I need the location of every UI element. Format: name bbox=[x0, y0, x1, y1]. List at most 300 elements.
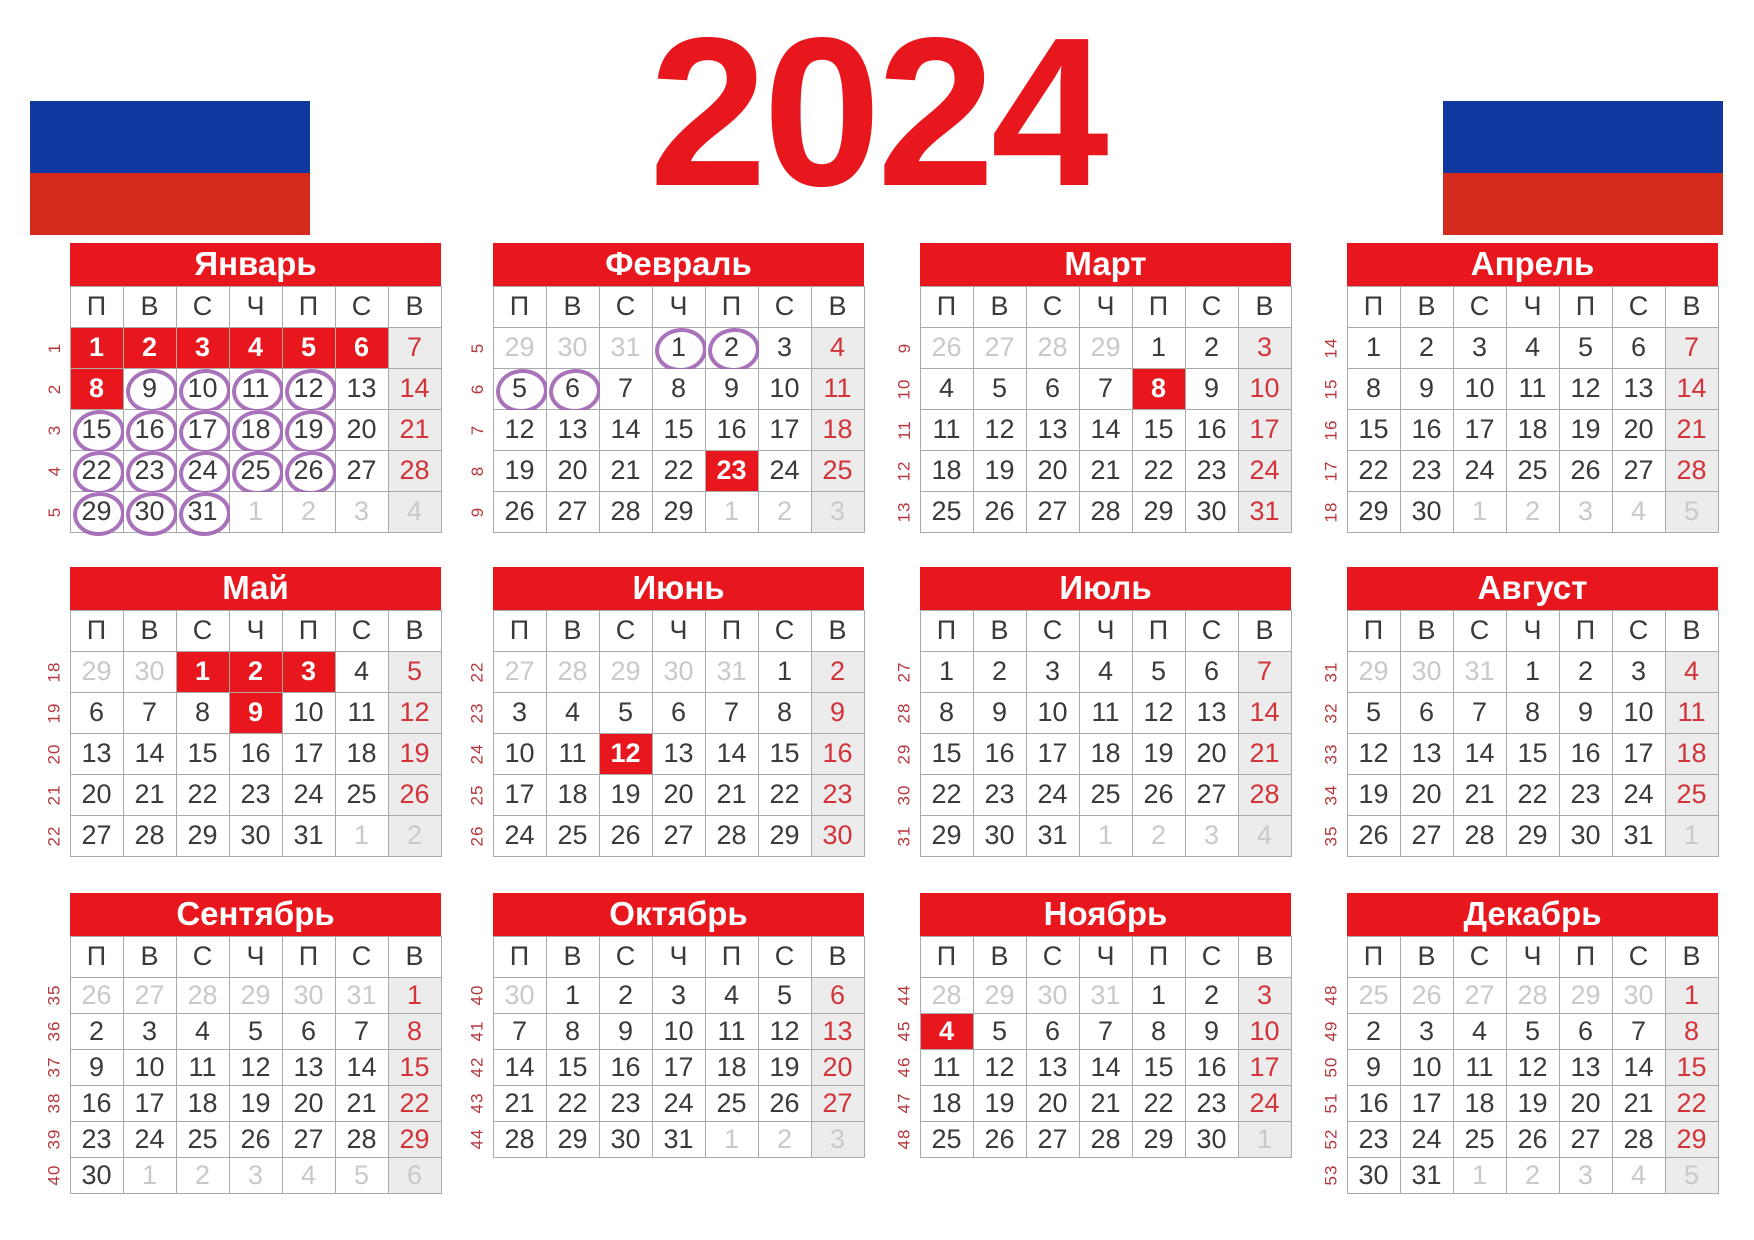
day-cell: 1 bbox=[70, 327, 123, 368]
month-table-may bbox=[40, 567, 442, 857]
weekday-header: П bbox=[1559, 936, 1612, 977]
day-cell: 15 bbox=[546, 1049, 599, 1085]
day-cell: 25 bbox=[920, 1121, 973, 1157]
day-cell: 16 bbox=[599, 1049, 652, 1085]
weekday-header: С bbox=[599, 286, 652, 327]
weekday-header: П bbox=[920, 286, 973, 327]
day-cell: 10 bbox=[176, 368, 229, 409]
day-cell: 2 bbox=[123, 327, 176, 368]
month-title: Октябрь bbox=[493, 893, 864, 936]
day-cell: 1 bbox=[1665, 977, 1718, 1013]
day-cell: 30 bbox=[229, 815, 282, 856]
day-cell: 12 bbox=[1559, 368, 1612, 409]
day-cell: 19 bbox=[388, 733, 441, 774]
day-cell: 1 bbox=[229, 491, 282, 532]
weekday-header: В bbox=[1665, 286, 1718, 327]
day-cell: 24 bbox=[652, 1085, 705, 1121]
day-cell: 9 bbox=[229, 692, 282, 733]
month-table-june bbox=[463, 567, 865, 857]
day-cell: 27 bbox=[811, 1085, 864, 1121]
day-cell: 14 bbox=[388, 368, 441, 409]
day-cell: 21 bbox=[1453, 774, 1506, 815]
day-cell: 29 bbox=[1506, 815, 1559, 856]
circle-annotation bbox=[71, 448, 127, 496]
day-cell: 3 bbox=[1559, 1157, 1612, 1193]
day-cell: 11 bbox=[920, 409, 973, 450]
russian-flag-left bbox=[30, 40, 310, 235]
day-cell: 2 bbox=[811, 651, 864, 692]
day-cell: 1 bbox=[388, 977, 441, 1013]
month-title: Декабрь bbox=[1347, 893, 1718, 936]
day-cell: 24 bbox=[758, 450, 811, 491]
day-cell: 18 bbox=[1453, 1085, 1506, 1121]
day-cell: 15 bbox=[388, 1049, 441, 1085]
week-number: 48 bbox=[890, 1121, 920, 1157]
day-cell: 29 bbox=[493, 327, 546, 368]
day-cell: 3 bbox=[229, 1157, 282, 1193]
week-number: 26 bbox=[463, 815, 493, 856]
day-cell: 25 bbox=[811, 450, 864, 491]
weekday-header: В bbox=[1238, 936, 1291, 977]
day-cell: 17 bbox=[1238, 409, 1291, 450]
day-cell: 13 bbox=[811, 1013, 864, 1049]
week-number: 18 bbox=[1317, 491, 1347, 532]
day-cell: 7 bbox=[1238, 651, 1291, 692]
weekday-header: С bbox=[758, 936, 811, 977]
day-cell: 27 bbox=[1185, 774, 1238, 815]
day-cell: 26 bbox=[493, 491, 546, 532]
week-number: 44 bbox=[890, 977, 920, 1013]
day-cell: 10 bbox=[493, 733, 546, 774]
day-cell: 28 bbox=[123, 815, 176, 856]
day-cell: 16 bbox=[973, 733, 1026, 774]
circle-annotation bbox=[283, 366, 339, 414]
week-number: 14 bbox=[1317, 327, 1347, 368]
day-cell: 1 bbox=[1453, 1157, 1506, 1193]
day-cell: 28 bbox=[1665, 450, 1718, 491]
month-title: Январь bbox=[70, 243, 441, 286]
weekday-header: П bbox=[1347, 286, 1400, 327]
day-cell: 20 bbox=[1026, 1085, 1079, 1121]
week-number: 17 bbox=[1317, 450, 1347, 491]
day-cell: 7 bbox=[1079, 368, 1132, 409]
day-cell: 25 bbox=[229, 450, 282, 491]
day-cell: 5 bbox=[1506, 1013, 1559, 1049]
day-cell: 16 bbox=[705, 409, 758, 450]
flag-stripe-white bbox=[30, 40, 310, 101]
day-cell: 11 bbox=[1079, 692, 1132, 733]
day-cell: 16 bbox=[1559, 733, 1612, 774]
day-cell: 20 bbox=[1185, 733, 1238, 774]
month-title: Июль bbox=[920, 567, 1291, 610]
circle-annotation bbox=[653, 325, 709, 373]
day-cell: 3 bbox=[758, 327, 811, 368]
week-number: 24 bbox=[463, 733, 493, 774]
day-cell: 28 bbox=[1026, 327, 1079, 368]
weekday-header: Ч bbox=[1506, 936, 1559, 977]
day-cell: 22 bbox=[1665, 1085, 1718, 1121]
day-cell: 9 bbox=[1185, 1013, 1238, 1049]
day-cell: 21 bbox=[599, 450, 652, 491]
day-cell: 30 bbox=[1185, 1121, 1238, 1157]
day-cell: 20 bbox=[1026, 450, 1079, 491]
day-cell: 8 bbox=[176, 692, 229, 733]
day-cell: 24 bbox=[1612, 774, 1665, 815]
week-number: 8 bbox=[463, 450, 493, 491]
weekday-header: П bbox=[1132, 936, 1185, 977]
weekday-header: Ч bbox=[652, 936, 705, 977]
weekday-header: П bbox=[493, 936, 546, 977]
day-cell: 18 bbox=[176, 1085, 229, 1121]
day-cell: 9 bbox=[1559, 692, 1612, 733]
weekday-header: П bbox=[70, 936, 123, 977]
day-cell: 6 bbox=[1185, 651, 1238, 692]
day-cell: 22 bbox=[1506, 774, 1559, 815]
day-cell: 17 bbox=[123, 1085, 176, 1121]
week-number: 32 bbox=[1317, 692, 1347, 733]
day-cell: 14 bbox=[1079, 1049, 1132, 1085]
day-cell: 26 bbox=[758, 1085, 811, 1121]
circle-annotation bbox=[230, 366, 286, 414]
weekday-header: Ч bbox=[1079, 936, 1132, 977]
day-cell: 2 bbox=[1506, 491, 1559, 532]
day-cell: 5 bbox=[1665, 1157, 1718, 1193]
day-cell: 3 bbox=[1559, 491, 1612, 532]
day-cell: 19 bbox=[599, 774, 652, 815]
weekday-header: В bbox=[973, 286, 1026, 327]
day-cell: 23 bbox=[1347, 1121, 1400, 1157]
week-number: 4 bbox=[40, 450, 70, 491]
day-cell: 3 bbox=[493, 692, 546, 733]
day-cell: 10 bbox=[1026, 692, 1079, 733]
month-november bbox=[890, 893, 1292, 1158]
day-cell: 30 bbox=[282, 977, 335, 1013]
day-cell: 15 bbox=[1132, 1049, 1185, 1085]
day-cell: 30 bbox=[599, 1121, 652, 1157]
day-cell: 30 bbox=[1400, 491, 1453, 532]
day-cell: 13 bbox=[1026, 1049, 1079, 1085]
day-cell: 2 bbox=[176, 1157, 229, 1193]
weekday-header: С bbox=[599, 936, 652, 977]
weekday-header: В bbox=[973, 610, 1026, 651]
circle-annotation bbox=[177, 489, 233, 537]
day-cell: 9 bbox=[705, 368, 758, 409]
day-cell: 19 bbox=[973, 1085, 1026, 1121]
day-cell: 11 bbox=[229, 368, 282, 409]
day-cell: 12 bbox=[282, 368, 335, 409]
day-cell: 27 bbox=[1612, 450, 1665, 491]
weekday-header: В bbox=[123, 286, 176, 327]
circle-annotation bbox=[177, 448, 233, 496]
day-cell: 21 bbox=[1612, 1085, 1665, 1121]
day-cell: 7 bbox=[123, 692, 176, 733]
day-cell: 30 bbox=[1026, 977, 1079, 1013]
day-cell: 27 bbox=[1559, 1121, 1612, 1157]
weekday-header: П bbox=[1132, 610, 1185, 651]
day-cell: 8 bbox=[388, 1013, 441, 1049]
day-cell: 17 bbox=[652, 1049, 705, 1085]
day-cell: 22 bbox=[176, 774, 229, 815]
day-cell: 28 bbox=[1506, 977, 1559, 1013]
day-cell: 25 bbox=[1453, 1121, 1506, 1157]
week-number: 51 bbox=[1317, 1085, 1347, 1121]
circle-annotation bbox=[547, 366, 603, 414]
day-cell: 31 bbox=[599, 327, 652, 368]
day-cell: 1 bbox=[705, 491, 758, 532]
week-number: 35 bbox=[1317, 815, 1347, 856]
weekday-header: Ч bbox=[229, 936, 282, 977]
week-number: 31 bbox=[890, 815, 920, 856]
day-cell: 3 bbox=[1453, 327, 1506, 368]
day-cell: 19 bbox=[282, 409, 335, 450]
weekday-header: Ч bbox=[1079, 610, 1132, 651]
day-cell: 12 bbox=[973, 409, 1026, 450]
week-number: 6 bbox=[463, 368, 493, 409]
day-cell: 23 bbox=[1185, 450, 1238, 491]
day-cell: 1 bbox=[176, 651, 229, 692]
day-cell: 30 bbox=[1559, 815, 1612, 856]
day-cell: 28 bbox=[1238, 774, 1291, 815]
day-cell: 25 bbox=[1506, 450, 1559, 491]
day-cell: 6 bbox=[1026, 1013, 1079, 1049]
day-cell: 18 bbox=[229, 409, 282, 450]
day-cell: 23 bbox=[70, 1121, 123, 1157]
day-cell: 2 bbox=[1132, 815, 1185, 856]
day-cell: 12 bbox=[493, 409, 546, 450]
day-cell: 5 bbox=[973, 368, 1026, 409]
day-cell: 10 bbox=[1400, 1049, 1453, 1085]
day-cell: 1 bbox=[546, 977, 599, 1013]
day-cell: 21 bbox=[1665, 409, 1718, 450]
day-cell: 11 bbox=[1453, 1049, 1506, 1085]
weekday-header: В bbox=[388, 610, 441, 651]
day-cell: 28 bbox=[705, 815, 758, 856]
day-cell: 6 bbox=[1400, 692, 1453, 733]
week-number: 15 bbox=[1317, 368, 1347, 409]
month-table-march bbox=[890, 243, 1292, 533]
weekday-header: Ч bbox=[652, 286, 705, 327]
day-cell: 21 bbox=[335, 1085, 388, 1121]
day-cell: 13 bbox=[282, 1049, 335, 1085]
day-cell: 13 bbox=[70, 733, 123, 774]
day-cell: 16 bbox=[1400, 409, 1453, 450]
weekday-header: С bbox=[335, 286, 388, 327]
day-cell: 25 bbox=[1079, 774, 1132, 815]
week-number: 19 bbox=[40, 692, 70, 733]
weekday-header: В bbox=[811, 936, 864, 977]
day-cell: 2 bbox=[229, 651, 282, 692]
day-cell: 19 bbox=[1132, 733, 1185, 774]
day-cell: 16 bbox=[123, 409, 176, 450]
weekday-header: П bbox=[1347, 936, 1400, 977]
day-cell: 12 bbox=[388, 692, 441, 733]
week-number: 38 bbox=[40, 1085, 70, 1121]
week-number: 9 bbox=[463, 491, 493, 532]
flag-stripe-blue bbox=[30, 101, 310, 173]
day-cell: 19 bbox=[1506, 1085, 1559, 1121]
week-number: 7 bbox=[463, 409, 493, 450]
day-cell: 8 bbox=[758, 692, 811, 733]
day-cell: 4 bbox=[282, 1157, 335, 1193]
day-cell: 29 bbox=[920, 815, 973, 856]
week-number: 33 bbox=[1317, 733, 1347, 774]
day-cell: 29 bbox=[1347, 491, 1400, 532]
week-number: 49 bbox=[1317, 1013, 1347, 1049]
day-cell: 1 bbox=[758, 651, 811, 692]
day-cell: 24 bbox=[1238, 1085, 1291, 1121]
weekday-header: С bbox=[176, 286, 229, 327]
day-cell: 23 bbox=[811, 774, 864, 815]
weekday-header: П bbox=[70, 286, 123, 327]
month-table-january bbox=[40, 243, 442, 533]
day-cell: 14 bbox=[1612, 1049, 1665, 1085]
day-cell: 2 bbox=[1400, 327, 1453, 368]
day-cell: 2 bbox=[973, 651, 1026, 692]
day-cell: 29 bbox=[652, 491, 705, 532]
day-cell: 27 bbox=[546, 491, 599, 532]
day-cell: 1 bbox=[123, 1157, 176, 1193]
day-cell: 8 bbox=[1665, 1013, 1718, 1049]
day-cell: 13 bbox=[1026, 409, 1079, 450]
week-number: 43 bbox=[463, 1085, 493, 1121]
day-cell: 12 bbox=[1132, 692, 1185, 733]
day-cell: 4 bbox=[1238, 815, 1291, 856]
day-cell: 10 bbox=[123, 1049, 176, 1085]
day-cell: 30 bbox=[1400, 651, 1453, 692]
day-cell: 1 bbox=[1453, 491, 1506, 532]
day-cell: 2 bbox=[758, 1121, 811, 1157]
day-cell: 2 bbox=[70, 1013, 123, 1049]
day-cell: 5 bbox=[599, 692, 652, 733]
day-cell: 10 bbox=[1612, 692, 1665, 733]
week-number: 13 bbox=[890, 491, 920, 532]
day-cell: 6 bbox=[70, 692, 123, 733]
day-cell: 20 bbox=[70, 774, 123, 815]
day-cell: 17 bbox=[282, 733, 335, 774]
day-cell: 5 bbox=[493, 368, 546, 409]
day-cell: 22 bbox=[1347, 450, 1400, 491]
day-cell: 30 bbox=[123, 491, 176, 532]
weekday-header: П bbox=[705, 286, 758, 327]
day-cell: 29 bbox=[1132, 491, 1185, 532]
day-cell: 5 bbox=[1559, 327, 1612, 368]
day-cell: 30 bbox=[811, 815, 864, 856]
day-cell: 2 bbox=[388, 815, 441, 856]
day-cell: 5 bbox=[1665, 491, 1718, 532]
day-cell: 3 bbox=[1185, 815, 1238, 856]
day-cell: 23 bbox=[973, 774, 1026, 815]
day-cell: 17 bbox=[758, 409, 811, 450]
day-cell: 13 bbox=[1559, 1049, 1612, 1085]
month-may bbox=[40, 567, 442, 857]
day-cell: 17 bbox=[1238, 1049, 1291, 1085]
week-number: 42 bbox=[463, 1049, 493, 1085]
day-cell: 24 bbox=[1400, 1121, 1453, 1157]
weekday-header: П bbox=[282, 936, 335, 977]
circle-annotation bbox=[124, 366, 180, 414]
month-table-february bbox=[463, 243, 865, 533]
circle-annotation bbox=[230, 448, 286, 496]
day-cell: 4 bbox=[811, 327, 864, 368]
russian-flag-right bbox=[1443, 40, 1723, 235]
day-cell: 27 bbox=[493, 651, 546, 692]
day-cell: 29 bbox=[176, 815, 229, 856]
day-cell: 15 bbox=[1347, 409, 1400, 450]
day-cell: 12 bbox=[1506, 1049, 1559, 1085]
day-cell: 20 bbox=[811, 1049, 864, 1085]
day-cell: 25 bbox=[1347, 977, 1400, 1013]
weekday-header: В bbox=[1665, 610, 1718, 651]
day-cell: 22 bbox=[70, 450, 123, 491]
week-number: 11 bbox=[890, 409, 920, 450]
day-cell: 3 bbox=[1238, 327, 1291, 368]
day-cell: 23 bbox=[705, 450, 758, 491]
day-cell: 1 bbox=[1506, 651, 1559, 692]
day-cell: 29 bbox=[70, 651, 123, 692]
day-cell: 6 bbox=[388, 1157, 441, 1193]
day-cell: 7 bbox=[335, 1013, 388, 1049]
circle-annotation bbox=[283, 407, 339, 455]
day-cell: 11 bbox=[335, 692, 388, 733]
day-cell: 26 bbox=[70, 977, 123, 1013]
day-cell: 8 bbox=[1347, 368, 1400, 409]
day-cell: 11 bbox=[1665, 692, 1718, 733]
circle-annotation bbox=[706, 325, 762, 373]
day-cell: 4 bbox=[1453, 1013, 1506, 1049]
day-cell: 26 bbox=[1559, 450, 1612, 491]
day-cell: 6 bbox=[1559, 1013, 1612, 1049]
weekday-header: С bbox=[1453, 936, 1506, 977]
day-cell: 11 bbox=[920, 1049, 973, 1085]
day-cell: 1 bbox=[920, 651, 973, 692]
day-cell: 14 bbox=[705, 733, 758, 774]
month-title: Сентябрь bbox=[70, 893, 441, 936]
month-title: Ноябрь bbox=[920, 893, 1291, 936]
day-cell: 28 bbox=[1079, 1121, 1132, 1157]
day-cell: 22 bbox=[388, 1085, 441, 1121]
day-cell: 26 bbox=[229, 1121, 282, 1157]
weekday-header: Ч bbox=[1506, 286, 1559, 327]
day-cell: 13 bbox=[335, 368, 388, 409]
month-table-september bbox=[40, 893, 442, 1194]
day-cell: 3 bbox=[811, 491, 864, 532]
day-cell: 30 bbox=[546, 327, 599, 368]
day-cell: 3 bbox=[1238, 977, 1291, 1013]
day-cell: 5 bbox=[1132, 651, 1185, 692]
day-cell: 7 bbox=[1612, 1013, 1665, 1049]
day-cell: 12 bbox=[973, 1049, 1026, 1085]
day-cell: 17 bbox=[176, 409, 229, 450]
day-cell: 14 bbox=[1453, 733, 1506, 774]
day-cell: 14 bbox=[123, 733, 176, 774]
week-number: 36 bbox=[40, 1013, 70, 1049]
day-cell: 29 bbox=[1347, 651, 1400, 692]
circle-annotation bbox=[177, 407, 233, 455]
weekday-header: В bbox=[123, 610, 176, 651]
day-cell: 7 bbox=[1453, 692, 1506, 733]
month-december bbox=[1317, 893, 1719, 1194]
day-cell: 17 bbox=[1400, 1085, 1453, 1121]
day-cell: 28 bbox=[546, 651, 599, 692]
week-number: 40 bbox=[40, 1157, 70, 1193]
day-cell: 4 bbox=[388, 491, 441, 532]
day-cell: 29 bbox=[973, 977, 1026, 1013]
day-cell: 27 bbox=[1026, 491, 1079, 532]
day-cell: 7 bbox=[599, 368, 652, 409]
day-cell: 28 bbox=[599, 491, 652, 532]
day-cell: 18 bbox=[1665, 733, 1718, 774]
day-cell: 27 bbox=[973, 327, 1026, 368]
